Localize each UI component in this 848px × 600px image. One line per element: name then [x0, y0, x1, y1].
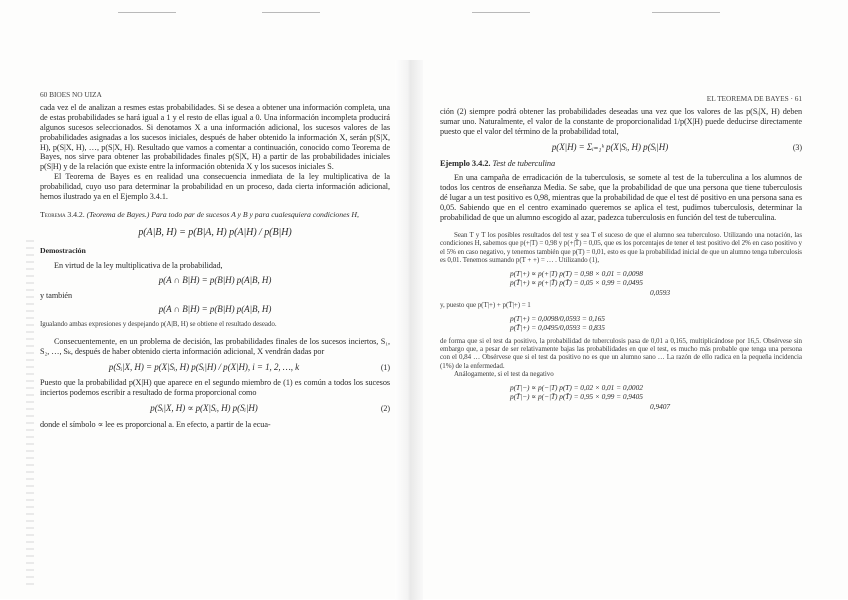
scan-mark: [472, 12, 530, 13]
proof-line: y también: [40, 290, 73, 300]
equation-number: (3): [792, 142, 802, 152]
calc-line: p(T|+) ∝ p(+|T) p(T) = 0,98 × 0,01 = 0,0098: [510, 268, 643, 278]
theorem-text: (Teorema de Bayes.) Para todo par de sucesos A y B y para cualesquiera condiciones H,: [86, 209, 359, 219]
calc-line: p(T|+) = 0,0098/0,0593 = 0,165: [510, 313, 605, 323]
calculation-block: [510, 383, 802, 412]
solution-text: Análogamente, si el test da negativo: [454, 370, 554, 379]
example-heading: [440, 159, 802, 169]
scan-mark: [652, 12, 720, 13]
paragraph: cada vez el de analizan a resmes estas probabilidades. Si se desea a obtener una información completa, una de estas probabilidades se hará igual a 1 y el resto de ellas igual a 0. Una información incompleta producirá algunos sucesos seleccionados. Si denotamos X a una información adicional, los sucesos valores de las probabilidades asignadas a los sucesos iniciales, después de haber obtenido la información X, serán p(S|X, H), p(S|X, H), …, p(S|X, H). Resultado que vamos a comentar a continuación, conocido como Teorema de Bayes, nos sirve para obtener las probabilidades finales p(S|X, H) a partir de las probabilidades iniciales p(S|H) y de la relación que existe entre la información obtenida X y los sucesos iniciales S.: [40, 102, 390, 172]
proof-line: En virtud de la ley multiplicativa de la probabilidad,: [54, 260, 223, 270]
right-page: [440, 94, 802, 415]
calculation-block: [510, 269, 802, 298]
paragraph: En una campaña de erradicación de la tuberculosis, se somete al test de la tuberculina a los alumnos de todos los centros de enseñanza Media. Se sabe, que la probabilidad de que una persona que tiene tuberculosis dé lugar a un test positivo es 0,98, mientras que la probabilidad de que el test dé positivo en una persona sana es 0,05. Sabiendo que en el centro examinado queremos se aplica el test, pudimos tuberculosis, determinar la probabilidad de que un alumno escogido al azar, padezca tuberculosis en función del test de tuberculina.: [440, 173, 802, 223]
example-label: Ejemplo 3.4.2.: [440, 158, 491, 168]
paragraph: Puesto que la probabilidad p(X|H) que aparece en el segundo miembro de (1) es común a todos los sucesos inciertos podemos escribir a resultado de forma proporcional como: [40, 378, 390, 398]
calc-line: p(T̄|+) = 0,0495/0,0593 = 0,835: [510, 323, 605, 332]
solution-text: de forma que si el test da positivo, la probabilidad de tuberculosis pasa de 0,01 a 0,165, multiplicándose por 16,5. Obsérvese sin embargo que, a pesar de ser relativamente bajas las probabilidades en que el test, es mucho más probable que tenga una persona con el 0,84 … Obsérvese que si el test da positivo no es que un alumno sano … La razón de ello radica en la pequeña incidencia (1%) de la enfermedad.: [440, 336, 802, 370]
running-head: EL TEOREMA DE BAYES · 61: [706, 94, 802, 103]
calculation-block: [510, 314, 802, 333]
equation-expression: p(Sᵢ|X, H) ∝ p(X|Sᵢ, H) p(Sᵢ|H): [150, 403, 258, 414]
theorem: [40, 210, 390, 220]
calc-total: 0,0593: [650, 287, 671, 297]
calc-line: p(T̄|+) ∝ p(+|T̄) p(T̄) = 0,05 × 0,99 = 0,0495: [510, 278, 643, 288]
calc-line: p(T|−) ∝ p(−|T) p(T) = 0,02 × 0,01 = 0,0002: [510, 382, 643, 392]
running-head: 60 BIOES NO UIZA: [40, 90, 102, 99]
paragraph: donde el símbolo ∝ lee es proporcional a. En efecto, a partir de la ecua-: [40, 420, 271, 430]
theorem-formula: p(A|B, H) = p(B|A, H) p(A|H) / p(B|H): [138, 226, 292, 238]
proof-formula: p(A ∩ B|H) = p(B|H) p(A|B, H): [158, 274, 272, 285]
scan-mark: [118, 12, 176, 13]
calc-total: 0,9407: [650, 401, 671, 411]
example-title: Test de tuberculina: [492, 158, 556, 168]
book-gutter: [395, 60, 423, 600]
calc-line: p(T̄|−) ∝ p(−|T̄) p(T̄) = 0,95 × 0,99 = 0,9405: [510, 392, 643, 402]
left-page: [40, 90, 390, 430]
proof-conclusion: Igualando ambas expresiones y despejando p(A|B, H) se obtiene el resultado deseado.: [40, 320, 277, 329]
scan-mark: [262, 12, 320, 13]
theorem-label: Teorema 3.4.2.: [40, 209, 85, 219]
paragraph: El Teorema de Bayes es en realidad una consecuencia inmediata de la ley multiplicativa de la probabilidad, cuyo uso para determinar la probabilidad en un proceso, dada cierta información adicional, hemos ilustrado ya en el Ejemplo 3.4.1.: [40, 172, 390, 202]
solution-text: y, puesto que p(T|+) + p(T̄|+) = 1: [440, 301, 531, 310]
left-page-header: [40, 90, 390, 100]
equation-expression: p(Sᵢ|X, H) = p(X|Sᵢ, H) p(Sᵢ|H) / p(X|H), i = 1, 2, …, k: [108, 361, 300, 372]
equation-expression: p(X|H) = Σᵢ₌₁ᵏ p(X|Sᵢ, H) p(Sᵢ|H): [551, 141, 669, 152]
proof-formula: p(A ∩ B|H) = p(B|H) p(A|B, H): [158, 304, 272, 315]
proof-title: Demostración: [40, 245, 86, 255]
paragraph: Consecuentemente, en un problema de decisión, las probabilidades finales de los sucesos inciertos, S₁, S₂, …, Sₖ, después de haber obtenido cierta información adicional, X vendrán dadas por: [40, 336, 390, 356]
right-page-header: [440, 94, 802, 104]
equation-number: (2): [380, 404, 390, 414]
paragraph: ción (2) siempre podrá obtener las probabilidades deseadas una vez que los valores de las p(Sᵢ|X, H) deben sumar uno. Naturalmente, el valor de la constante de proporcionalidad 1/p(X|H) puede deducirse directamente puesto que el valor del término de la probabilidad total,: [440, 106, 802, 136]
equation: [40, 404, 390, 414]
equation-number: (1): [380, 362, 390, 372]
equation: [40, 363, 390, 373]
page-edge: [26, 240, 34, 590]
equation: [440, 143, 802, 153]
solution-text: Sean T y T los posibles resultados del test y sea T el suceso de que el alumno sea tuberculoso. Utilizando una notación, las condiciones H, sabemos que p(+|T) = 0,98 y p(+|T̄) = 0,05, que es los porcentajes de tener el test positivo del 2% en caso positivo y el 5% en caso negativo, y tenemos también que p(T) = 0,01, esto es que la probabilidad inicial de que un alumno tenga tuberculosis es 0,01. Tenemos sumando p(T + +) = … . Utilizando (1),: [440, 230, 802, 265]
